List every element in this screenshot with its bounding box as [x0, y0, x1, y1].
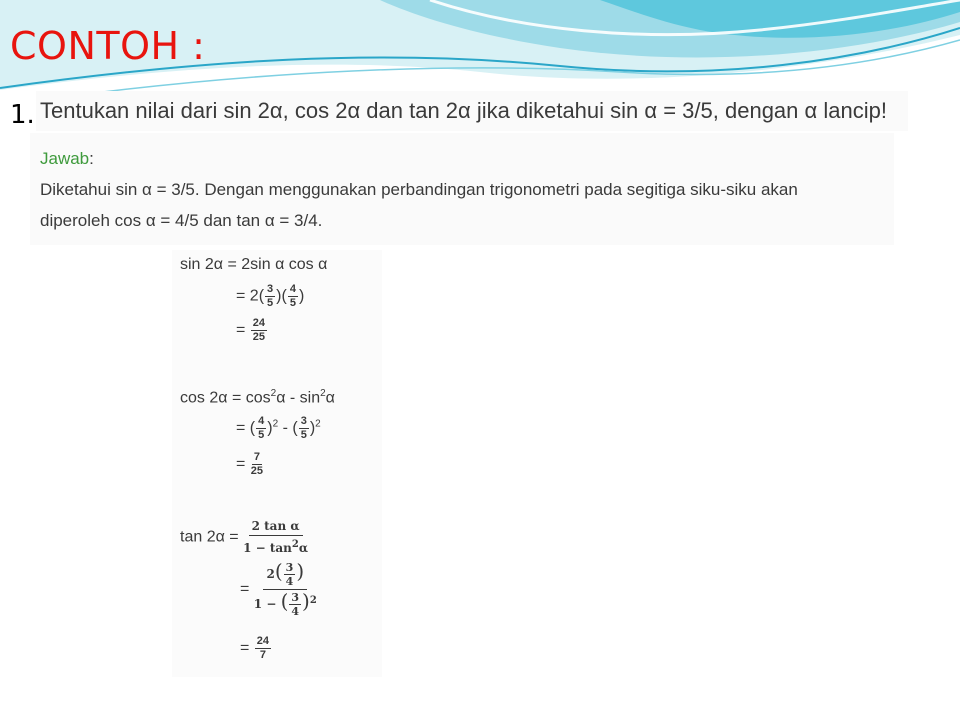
jawab-colon: : [89, 149, 94, 168]
fraction-numerator: 4 [258, 415, 265, 427]
tan-substituted-fraction [253, 559, 317, 618]
fraction-denominator: 25 [250, 465, 264, 477]
fraction-numerator: 3 [267, 283, 274, 295]
answer-box [30, 133, 894, 245]
fraction [288, 284, 298, 309]
fraction [265, 284, 275, 309]
worked-solution [172, 250, 382, 677]
superscript: 2 [315, 418, 321, 430]
sin-line-3 [236, 318, 268, 343]
superscript: 2 [309, 595, 317, 606]
sin-step-close: ) [298, 287, 305, 305]
fraction-numerator: 4 [289, 283, 296, 295]
fraction-denominator [243, 536, 308, 555]
equals-sign: = [240, 639, 250, 657]
fraction-denominator: 1 − ( $\frac{3}{4}$ )$^2$ [253, 589, 317, 618]
fraction-numerator: 7 [253, 451, 260, 463]
fraction [299, 416, 309, 441]
superscript: 2 [270, 388, 277, 399]
fraction-denominator: 5 [258, 429, 265, 441]
jawab-label: Jawab [40, 149, 90, 168]
paren-close: ) [267, 419, 273, 437]
tan-result-fraction [255, 636, 271, 661]
slide-title: CONTOH : [10, 24, 206, 68]
cos-line-1-b: α - sin [276, 389, 321, 407]
answer-heading [40, 143, 894, 174]
paren-open: ( [249, 419, 256, 437]
tan-line-1 [180, 520, 308, 555]
sin-line-1: sin 2α = 2sin α cos α [180, 256, 328, 273]
equals-sign: = [236, 287, 246, 305]
fraction-denominator: 5 [267, 297, 274, 309]
fraction-numerator: 2( $\frac{3}{4}$ ) [263, 562, 307, 590]
fraction-numerator: 3 [285, 561, 294, 574]
fraction-numerator: 3 [291, 591, 300, 604]
cos-line-3 [236, 452, 264, 477]
cos-line-1-a: cos 2α = cos [180, 389, 271, 407]
equals-sign: = [236, 455, 246, 473]
fraction-denominator: 4 [285, 575, 294, 588]
fraction-denominator: 25 [252, 331, 266, 343]
sin-step-prefix: 2( [249, 287, 265, 305]
sin-line-2 [236, 284, 304, 309]
minus-open: - ( [278, 419, 298, 437]
fraction-numerator: 24 [256, 635, 270, 647]
example-number: 1. [10, 100, 35, 130]
equals-sign: = [236, 321, 246, 339]
fraction-numerator: 24 [252, 317, 266, 329]
cos-line-2 [236, 416, 321, 441]
sin-result-fraction [251, 318, 267, 343]
paren-close: ) [309, 419, 316, 437]
cos-line-1-c: α [325, 389, 335, 407]
equals-sign: = [236, 419, 246, 437]
equals-sign: = [240, 580, 250, 598]
tan-lhs: tan 2α = [180, 528, 239, 546]
cos-line-1 [180, 388, 335, 407]
cos-result-fraction [251, 452, 263, 477]
tan-formula-fraction [243, 520, 308, 555]
tan-den-a: 1 − tan [243, 541, 292, 555]
fraction [256, 416, 266, 441]
fraction-denominator: 5 [289, 297, 296, 309]
one-minus: 1 − [253, 597, 277, 611]
fraction-numerator: 2 tan α [249, 520, 303, 536]
fraction-numerator: 3 [300, 415, 307, 427]
tan-line-2 [240, 559, 317, 618]
coefficient: 2 [266, 567, 275, 581]
fraction-denominator: 5 [300, 429, 307, 441]
superscript: 2 [320, 388, 326, 399]
superscript: 2 [272, 418, 279, 430]
answer-line-2: diperoleh cos α = 4/5 dan tan α = 3/4. [40, 211, 323, 230]
fraction-denominator: 7 [259, 649, 266, 661]
superscript: 2 [291, 539, 299, 550]
sin-step-mid: )( [276, 287, 287, 305]
tan-den-b: α [298, 541, 309, 555]
fraction [284, 562, 296, 587]
answer-line-1: Diketahui sin α = 3/5. Dengan menggunakan perbandingan trigonometri pada segitiga siku-siku akan [40, 180, 798, 199]
tan-line-3 [240, 636, 272, 661]
fraction [289, 592, 301, 617]
fraction-denominator: 4 [291, 605, 300, 618]
question-text: Tentukan nilai dari sin 2α, cos 2α dan tan 2α jika diketahui sin α = 3/5, dengan α lancip! [36, 91, 908, 131]
